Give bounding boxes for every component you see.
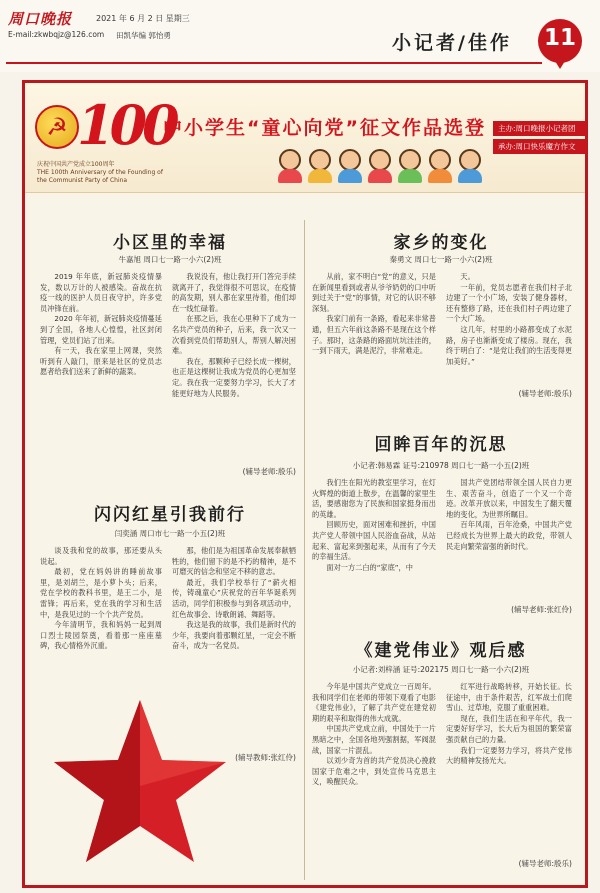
party-emblem-icon [35, 105, 79, 149]
paragraph: 现在，我们生活在和平年代，我一定要好好学习，长大后为祖国的繁荣富强贡献自己的力量。 [446, 713, 572, 744]
newspaper-logo: 周口晚报 [8, 10, 73, 28]
article-column [312, 478, 436, 596]
tutor-credit: (辅导老师:殷乐) [518, 859, 572, 868]
section-title: 小记者/佳作 [392, 32, 512, 54]
paragraph: 天。 [460, 272, 475, 281]
paragraph: 我这是我的故事，我们是新时代的少年，我要向着那颗红星，一定会不断奋斗，成为一名党员。 [172, 620, 296, 651]
article-column [40, 272, 162, 458]
paragraph: 面对一方二白的“家底”，中 [326, 562, 413, 572]
anniversary-caption-cn: 庆祝中国共产党成立100周年 [37, 161, 115, 168]
page-number: 11 [543, 25, 576, 51]
article-title: 家乡的变化 [393, 233, 489, 253]
tutor-credit: (辅导老师:张红伶) [511, 605, 572, 614]
article-column [40, 546, 162, 696]
masthead-divider [6, 62, 542, 64]
article-column [446, 478, 572, 596]
tutor-credit: (辅导教师:张红伶) [235, 753, 296, 762]
paragraph: 我们生在阳光的教室里学习，在灯火辉煌的街道上散步，在温馨的家里生活，要感谢您为了民族和国家挺身而出的英雄。 [312, 478, 436, 519]
contact-email: E-mail:zkwbqjz@126.com [8, 30, 105, 39]
article-byline: 闫奕涵 周口市七一路一小五(2)班 [114, 529, 226, 538]
article-column [446, 682, 572, 852]
paragraph: 我说没有，他让我打开门答完手续就离开了，我觉得很不可思议，在疫情的高发期，别人都在家里待着，他们却在一线忙碌着。 [172, 272, 296, 313]
page-number-badge [538, 19, 582, 63]
paragraph: 这几年，村里的小路都变成了水泥路，房子也渐渐变成了楼房。现在，我终于明白了：“是党让我们的生活变得更加美好。” [446, 324, 572, 366]
paragraph: 有一天，我在家里上网课，突然听到有人敲门，原来是社区的党员志愿者给我们送来了新鲜的蔬菜。 [40, 346, 162, 377]
editor-credit: 田凯华编 郭怡勇 [116, 31, 171, 40]
tutor-credit: (辅导老师:殷乐) [242, 467, 296, 476]
children-illustration-icon [275, 149, 495, 183]
sponsor-labels [493, 121, 587, 157]
tutor-credit: (辅导老师:殷乐) [518, 389, 572, 398]
paragraph: 国共产党团结带领全国人民自力更生、艰苦奋斗，创造了一个又一个奇迹。改革开放以来，中国发生了翻天覆地的变化，为世界所瞩目。 [446, 478, 572, 519]
paragraph: 红军进行战略转移，开始长征。长征途中，由于条件艰苦，红军战士们爬雪山、过草地，克服了重重困难。 [446, 682, 572, 713]
paragraph: 今年是中国共产党成立一百周年。我和同学们在老师的带领下观看了电影《建党伟业》，了解了共产党在建党初期的艰辛和取得的伟大成就。 [312, 682, 436, 723]
issue-date: 2021 年 6 月 2 日 星期三 [96, 14, 190, 23]
paragraph: 我们一定要努力学习，将共产党伟大的精神发扬光大。 [446, 745, 572, 766]
article-byline: 小记者:刘梓涵 证号:202175 周口七一路一小六(2)班 [352, 665, 530, 674]
paragraph: 在那之后，我在心里种下了成为一名共产党员的种子，后来，我一次又一次看到党员们帮助别人，帮别人解决困难。 [172, 314, 296, 356]
paragraph: 谈及我和党的故事，那还要从头说起。 [40, 546, 162, 566]
article-column [312, 682, 436, 862]
column-divider [304, 220, 305, 880]
paragraph: 今年清明节，我和妈妈一起到周口烈士陵园祭奠，看着那一座座墓碑，我心情格外沉重。 [40, 620, 162, 651]
paragraph: 以刘少奇为首的共产党员决心挽救国家于危难之中，到处宣传马克思主义，唤醒民众。 [312, 756, 436, 787]
article-title: 《建党伟业》观后感 [355, 641, 527, 661]
anniversary-caption-en: THE 100th Anniversary of the Founding of the Communist Party of China [37, 169, 163, 185]
article-title: 闪闪红星引我前行 [94, 505, 246, 525]
red-star-icon [50, 694, 230, 879]
article-byline: 牛嘉旭 周口七一路一小六(2)班 [118, 255, 222, 264]
paragraph: 那，他们是为祖国革命发展奉献牺牲的，他们留下的是不朽的精神，是不可磨灭的信念和坚定不移的意志。 [172, 546, 296, 577]
masthead [0, 0, 600, 72]
article-column [172, 546, 296, 696]
article-column [172, 272, 296, 458]
paragraph: 中国共产党成立前，中国处于一片黑暗之中，全国各地列强割据，军阀混战，国家一片混乱。 [312, 724, 436, 755]
article-title: 回眸百年的沉思 [374, 435, 508, 455]
anniversary-number: 100 [77, 93, 175, 157]
contest-banner [25, 83, 585, 193]
paragraph: 百年风雨，百年沧桑，中国共产党已经成长为世界上最大的政党，带领人民走向繁荣富强的新时代。 [446, 520, 572, 551]
host-label: 主办:周口晚报小记者团 [493, 121, 587, 136]
article-byline: 小记者:韩易霖 证号:210978 周口七一路一小五(2)班 [352, 461, 530, 470]
article-column [312, 272, 436, 382]
paragraph: 最近，我们学校举行了“薪火相传，铸魂童心”庆祝党的百年华诞系列活动，同学们积极参与到各项活动中，红色故事会、诗歌朗诵、舞蹈等。 [172, 577, 296, 619]
paragraph: 回顾历史，面对困难和挫折，中国共产党人带领中国人民浴血奋战，从站起来、富起来到强起来，从而有了今天的幸福生活。 [312, 520, 436, 562]
organizer-label: 承办:周口快乐魔方作文 [493, 139, 587, 154]
article-title: 小区里的幸福 [113, 233, 227, 253]
paragraph: 2019 年年底，新冠肺炎疫情暴发，数以万计的人被感染。奋战在抗疫一线的医护人员日夜守护，许多党员冲锋在前。 [40, 272, 162, 313]
paragraph: 2020 年年初，新冠肺炎疫情蔓延到了全国，各地人心惶惶，社区封闭管理，党员们站了出来。 [40, 314, 162, 345]
paragraph: 一年前，党员志愿者在我们村子北边建了一个小广场，安装了健身器材，还有整修了路，还在我们村子两边建了一个大广场。 [446, 282, 572, 324]
paragraph: 最初，党在妈妈讲的睡前故事里，是刘胡兰，是小萝卜头；后来，党在学校的教科书里，是王二小，是雷锋；再后来，党在我的学习和生活中，是我见过的一个个共产党员。 [40, 567, 162, 619]
paragraph: 我在，那颗种子已经长成一棵树，也正是这棵树让我成为党员的心更加坚定。我在我一定要努力学习，长大了才能更好地为人民服务。 [172, 356, 296, 398]
article-column [446, 272, 572, 382]
banner-title: 中小学生“童心向党”征文作品选登 [163, 117, 486, 139]
paragraph: 从前，家不明白“党”的意义，只是在新闻里看到或者从爷爷奶奶的口中听到过关于“党”的事情，对它的认识不够深刻。 [312, 272, 436, 313]
anniversary-caption [37, 161, 167, 185]
paragraph: 我家门前有一条路，看起来非常普通，但五六年前这条路不是现在这个样子。那时，这条路的路面坑坑洼洼的，一到下雨天，满是泥泞，非常难走。 [312, 314, 436, 356]
article-byline: 秦勇文 周口七一路一小六(2)班 [389, 255, 493, 264]
